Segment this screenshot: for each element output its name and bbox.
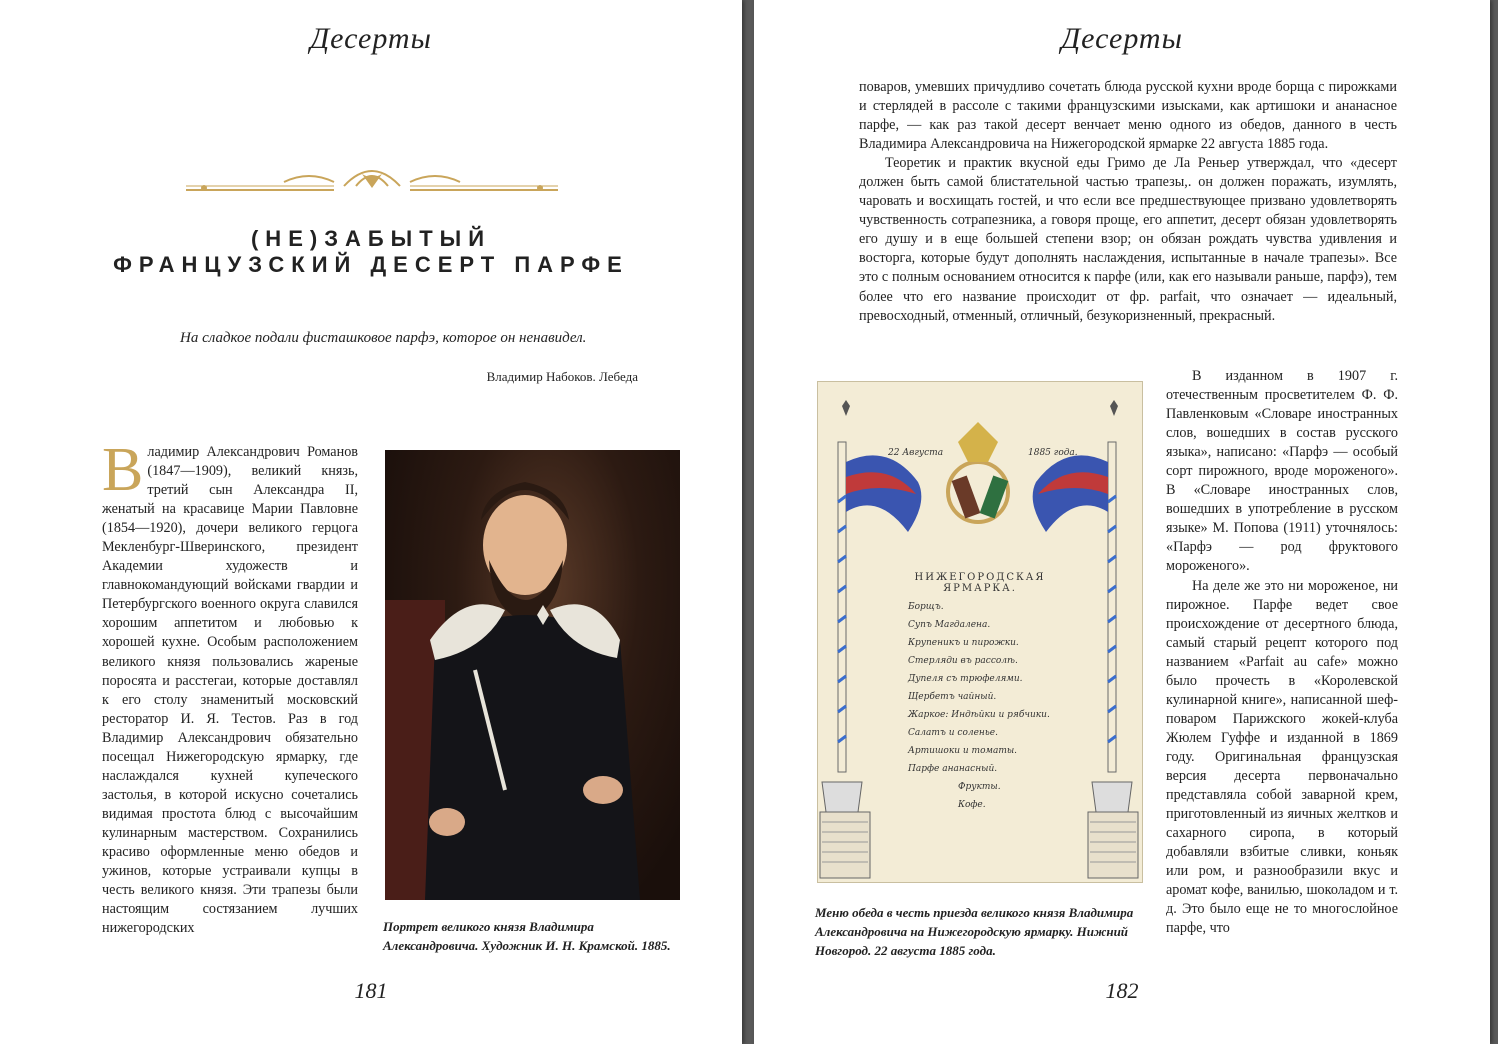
left-body-text	[102, 436, 358, 938]
article-title	[60, 226, 682, 278]
epigraph-author: Владимир Набоков. Лебеда	[486, 369, 638, 384]
menu-item: Жаркое: Индѣйки и рябчики.	[908, 710, 1050, 720]
menu-item: Супъ Магдалена.	[908, 620, 991, 630]
portrait-illustration	[385, 450, 680, 900]
menu-item: Фрукты.	[958, 782, 1001, 792]
menu-date-right: 1885 года.	[1028, 448, 1078, 458]
menu-heading: НИЖЕГОРОДСКАЯ ЯРМАРКА.	[914, 572, 1046, 594]
menu-item: Стерляди въ рассолѣ.	[908, 656, 1018, 666]
drop-cap: В	[102, 436, 144, 504]
menu-item: Крупеникъ и пирожки.	[908, 638, 1019, 648]
menu-item: Дупеля съ трюфелями.	[908, 674, 1023, 684]
paragraph-2: Теоретик и практик вкусной еды Гримо де Ла Реньер утверждал, что «десерт должен быть самой блистательной частью трапезы,. он должен поражать, изумлять, чаровать и восхищать гостей, и что если все предшествующее призвано удовлетворять чувственность сотрапезника, а говоря проще, его аппетит, десерт обязан удовлетворять его душу и в еще большей степени взор; он обязан рождать чувства удивления и восторга, которые будут дополнять наслаждения, испытанные в начале трапезы». Все это с полным основанием относится к парфе (или, как его называли раньше, парфэ), тем более что его название происходит от фр. parfait, что означает — идеальный, превосходный, отменный, отличный, безукоризненный, прекрасный.	[859, 155, 1397, 324]
menu-item: Кофе.	[958, 800, 986, 810]
paragraph-3: В изданном в 1907 г. отечественным просветителем Ф. Ф. Павленковым «Словаре иностранных слов, вошедших в состав русского языка», написано: «Парфэ — особый сорт пирожного, вроде мороженого». В «Словаре иностранных слов, вошедших в употребление в русском языке» М. Попова (1911) уточнялось: «Парфэ — род фруктового мороженого».	[1166, 368, 1398, 575]
page-number: 182	[1105, 978, 1139, 1003]
portrait-caption: Портрет великого князя Владимира Александровича. Художник И. Н. Крамской. 1885.	[383, 919, 671, 953]
menu-item: Щербетъ чайный.	[908, 692, 997, 702]
running-head: Десерты	[1061, 22, 1183, 55]
right-column-text	[1166, 367, 1398, 938]
paragraph-1: поваров, умевших причудливо сочетать блюда русской кухни вроде борща с пирожками и стерлядей в рассоле с такими французскими изысками, как артишоки и ананасное парфе, — как раз такой десерт венчает меню одного из обедов, данного в честь Владимира Александровича на Нижегородской ярмарке 22 августа 1885 года.	[859, 79, 1397, 153]
body-paragraph: ладимир Александрович Романов (1847—1909), великий князь, третий сын Александра II, женатый на красавице Марии Павловне (1854—1920), дочери великого герцога Мекленбург-Шверинского, президент Академии художеств и главнокомандующий войсками гвардии и Петербургского военного округа славился хорошим аппетитом и любовью к хорошей кухне. Особым расположением великого князя пользовались жареные поросята и расстегаи, которые доставлял к его столу знаменитый московский ресторатор И. Я. Тестов. Раз в год Владимир Александрович обязательно посещал Нижегородскую ярмарку, где наслаждался кухней купеческого застолья, в которой искусно сочетались видимая простота блюд с высочайшим кулинарным мастерством. Сохранились красиво оформленные меню обедов и ужинов, которые устраивали купцы в честь великого князя. Эти трапезы были настоящим состязанием лучших нижегородских	[102, 444, 358, 937]
paragraph-4: На деле же это ни мороженое, ни пирожное. Парфе ведет свое происхождение от десертного блюда, самый старый рецепт которого под названием «Parfait au cafe» можно было прочесть в «Королевской кулинарной книге», написанной шеф-поваром Парижского жокей-клуба Жюлем Гуффе и изданной в 1869 году. Оригинальная французская версия десерта первоначально представляла собой заварной крем, приготовленный из яичных желтков и сахарного сиропа, в который добавляли взбитые сливки, коньяк или ром, и разнообразили вкус и аромат кофе, ванилью, шоколадом и т. д. Это было еще не то многослойное парфе, что	[1166, 577, 1398, 937]
gold-ornament	[184, 160, 560, 200]
menu-item: Артишоки и томаты.	[908, 746, 1018, 756]
right-top-text	[859, 78, 1397, 326]
epigraph: На сладкое подали фисташковое парфэ, которое он ненавидел.	[180, 330, 587, 346]
menu-card-image	[817, 381, 1143, 883]
left-page	[0, 0, 742, 1044]
menu-item: Парфе ананасный.	[908, 764, 998, 774]
portrait-image	[385, 450, 680, 900]
menu-date-left: 22 Августа	[888, 448, 944, 458]
menu-item: Салатъ и соленье.	[908, 728, 998, 738]
title-line-2: ФРАНЦУЗСКИЙ ДЕСЕРТ ПАРФЕ	[113, 252, 629, 277]
menu-caption: Меню обеда в честь приезда великого князя Владимира Александровича на Нижегородскую ярмарку. Нижний Новгород. 22 августа 1885 года.	[815, 905, 1134, 958]
menu-item: Борщъ.	[908, 602, 944, 612]
page-number: 181	[354, 978, 388, 1003]
title-line-1: (НЕ)ЗАБЫТЫЙ	[250, 226, 492, 251]
running-head: Десерты	[310, 22, 432, 55]
right-page	[754, 0, 1490, 1044]
